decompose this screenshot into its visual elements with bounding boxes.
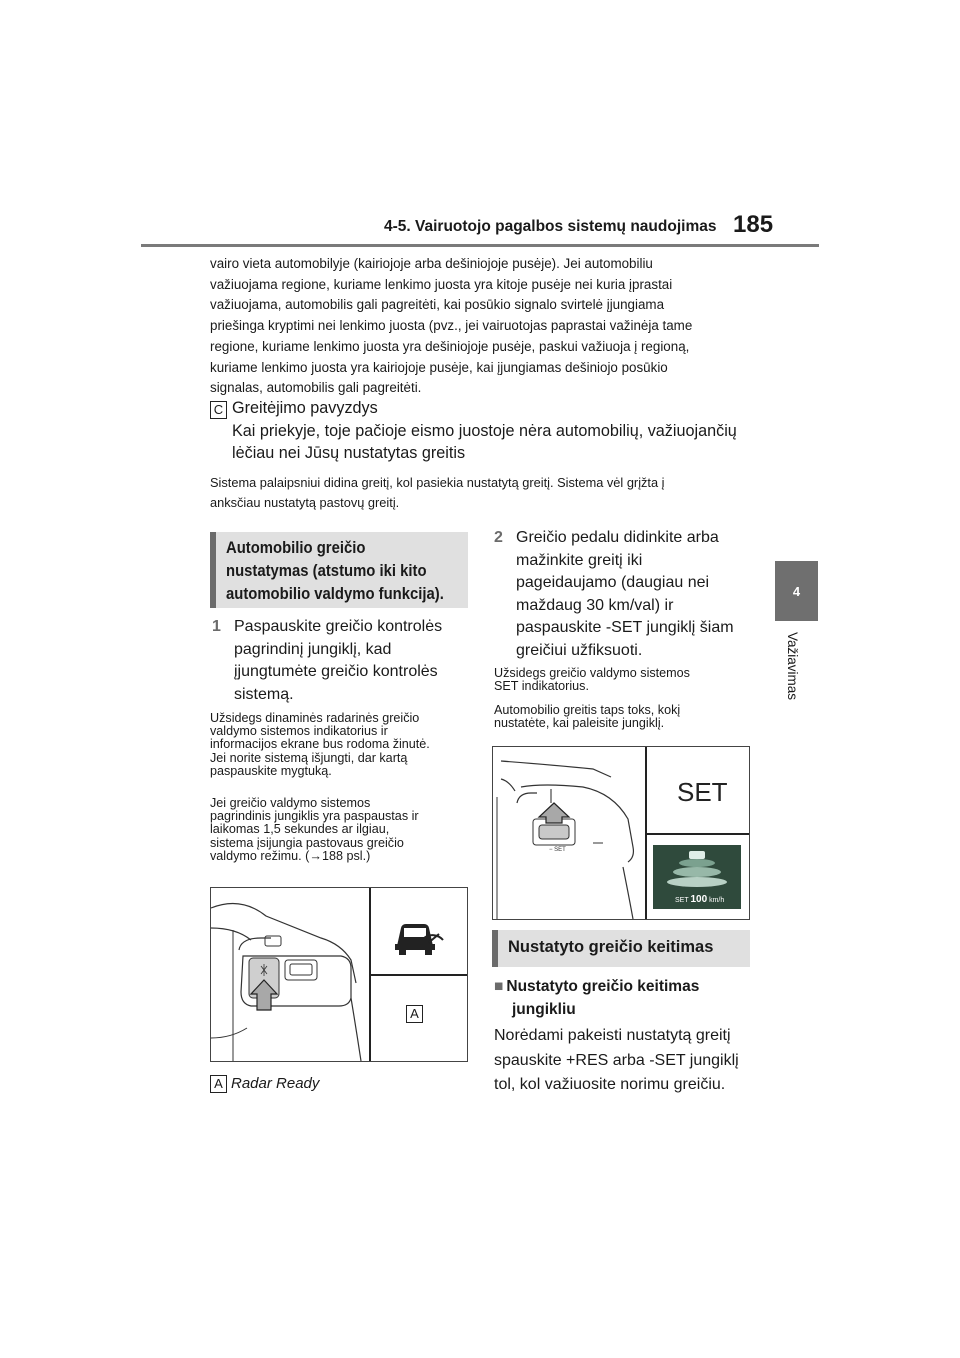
set-indicator-text: SET	[677, 777, 728, 807]
intro-line: signalas, automobilis gali pagreitėti.	[210, 380, 422, 396]
marker-a: A	[406, 1005, 423, 1023]
example-line: lėčiau nei Jūsų nustatytas greitis	[232, 444, 466, 462]
section-heading-set-speed	[210, 532, 468, 608]
heading-text: Nustatyto greičio keitimas	[508, 938, 714, 956]
para-line: Norėdami pakeisti nustatytą greitį	[494, 1027, 731, 1044]
figure-set-switch	[492, 746, 750, 920]
step-2	[494, 527, 754, 663]
example-line: Kai priekyje, toje pačioje eismo juostoje nėra automobilių, važiuojančių	[232, 422, 737, 440]
note-line: informacijos ekrane bus rodoma žinutė.	[210, 737, 430, 752]
display-unit: km/h	[709, 897, 725, 904]
para-line: tol, kol važiuosite norimu greičiu.	[494, 1076, 726, 1093]
bullet-line: jungikliu	[512, 1001, 576, 1018]
step-2-note	[494, 667, 690, 693]
note-line: Užsidegs dinaminės radarinės greičio	[210, 711, 420, 725]
step-1	[212, 616, 472, 708]
chapter-side-label	[784, 632, 804, 712]
intro-line: važiuojama, automobilis gali pagreitėti, kai posūkio signalo svirtelė įjungiama	[210, 297, 665, 313]
change-speed-paragraph	[494, 1024, 739, 1098]
chapter-name: Važiavimas	[785, 632, 800, 701]
section-heading-change-speed	[492, 930, 750, 967]
intro-paragraph	[210, 254, 750, 399]
chapter-tab: 4	[775, 561, 818, 621]
note-line: pagrindinis jungiklis yra paspaustas ir	[210, 809, 419, 824]
example-title: Greitėjimo pavyzdys	[232, 399, 378, 417]
note-line: Užsidegs greičio valdymo sistemos	[494, 666, 690, 680]
meter-display	[653, 845, 741, 909]
step-line: Greičio pedalu didinkite arba	[516, 529, 719, 546]
step-line: įjungtumėte greičio kontrolės	[234, 663, 438, 681]
legend-marker-a: A	[210, 1075, 227, 1093]
note-line: paspauskite mygtuką.	[210, 763, 332, 778]
step-1-note	[210, 712, 430, 778]
note-line: anksčiau nustatytą pastovų greitį.	[210, 495, 400, 510]
display-set-label: SET	[675, 897, 689, 904]
legend-a	[210, 1075, 319, 1093]
heading-line: Automobilio greičio	[226, 539, 366, 557]
radar-ready-icon	[391, 916, 451, 956]
step-line: sistemą.	[234, 685, 294, 703]
note-line: laikomas 1,5 sekundes ar ilgiau,	[210, 822, 390, 837]
set-button-label: − SET	[549, 847, 566, 853]
display-speed: 100	[690, 894, 708, 905]
display-set-speed	[675, 894, 724, 905]
step-line: pageidaujamo (daugiau nei	[516, 574, 710, 592]
para-line: spauskite +RES arba -SET jungiklį	[494, 1051, 739, 1069]
intro-line: važiuojama regione, kuriame lenkimo juosta yra kitoje pusėje nei kuria įprastai	[210, 276, 673, 292]
step-line: maždaug 30 km/val) ir	[516, 596, 674, 614]
note-line: SET indikatorius.	[494, 679, 589, 694]
heading-line: nustatymas (atstumo iki kito	[226, 562, 427, 580]
intro-line: kuriame lenkimo juosta yra kairiojoje pusėje, kai įjungiamas dešiniojo posūkio	[210, 359, 668, 375]
intro-line: priešinga kryptimi nei lenkimo juosta (pvz., jei vairuotojas paprastai važinėja tame	[210, 318, 693, 334]
note-line: valdymo sistemos indikatorius ir	[210, 724, 388, 739]
page-number: 185	[733, 211, 774, 238]
note-line: nustatėte, kai paleisite jungiklį.	[494, 716, 665, 731]
step-line: Paspauskite greičio kontrolės	[234, 618, 443, 635]
note-line: Automobilio greitis taps toks, kokį	[494, 703, 681, 717]
step-line: greičiui užfiksuoti.	[516, 641, 643, 659]
legend-text: Radar Ready	[231, 1075, 320, 1092]
intro-line: vairo vieta automobilyje (kairiojoje arba dešiniojoje pusėje). Jei automobiliu	[210, 256, 653, 271]
marker-c: C	[210, 401, 227, 419]
note-line: valdymo režimu. (→188 psl.)	[210, 848, 371, 863]
example-note	[210, 473, 665, 513]
header-rule	[141, 244, 819, 247]
step-number: 1	[212, 618, 221, 635]
intro-line: regione, kuriame lenkimo juosta yra dešiniojoje pusėje, paskui važiuoja į regioną,	[210, 338, 690, 354]
note-line: Jei norite sistemą išjungti, dar kartą	[210, 750, 408, 765]
step-number: 2	[494, 529, 503, 546]
step-line: pagrindinį jungiklį, kad	[234, 640, 392, 658]
figure-steering-switch-main	[210, 887, 468, 1062]
step-line: paspauskite -SET jungiklį šiam	[516, 619, 734, 637]
heading-line: automobilio valdymo funkcija).	[226, 585, 444, 603]
bullet-heading	[494, 975, 699, 1021]
note-line: sistema įsijungia pastovaus greičio	[210, 835, 404, 850]
bullet-line: Nustatyto greičio keitimas	[506, 978, 700, 995]
note-line: Jei greičio valdymo sistemos	[210, 796, 371, 810]
step-1-note-2	[210, 797, 419, 863]
note-line: Sistema palaipsniui didina greitį, kol pasiekia nustatytą greitį. Sistema vėl grįžta į	[210, 475, 665, 490]
section-title: 4-5. Vairuotojo pagalbos sistemų naudojimas	[384, 218, 717, 235]
bullet-square-icon: ■	[494, 978, 504, 995]
step-line: mažinkite greitį iki	[516, 551, 643, 569]
step-2-note-2	[494, 704, 680, 730]
